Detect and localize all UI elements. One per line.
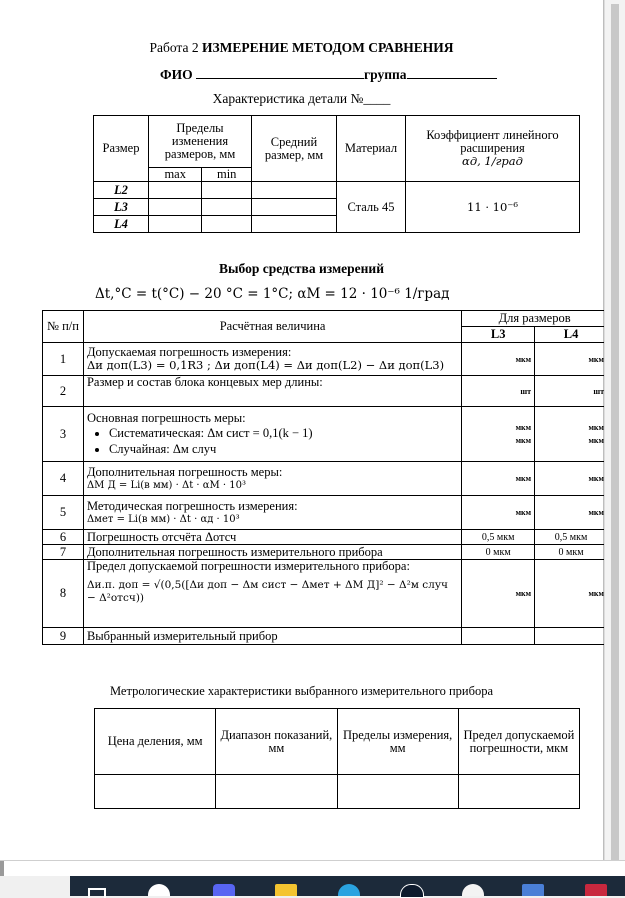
calc-table — [42, 310, 608, 645]
table-row: 1 Допускаемая погрешность измерения: Δи доп(L3) = 0,1R3 ; Δи доп(L4) = Δи доп(L2) − Δи доп(L3) мкм мкм — [43, 343, 608, 376]
header-size: Размер — [94, 116, 149, 182]
header-num: № п/п — [43, 311, 84, 343]
bullet-systematic: • Систематическая: Δм сист = 0,1(k − 1) — [109, 425, 458, 441]
header-coef: Коэффициент линейного расширения αд, 1/град — [405, 116, 579, 182]
max-cell[interactable] — [149, 199, 202, 216]
word-icon[interactable] — [522, 884, 544, 896]
header-range: Диапазон показаний, мм — [216, 709, 337, 775]
detail-heading: Характеристика детали №____ — [212, 91, 391, 106]
header-value: Расчётная величина — [83, 311, 461, 343]
telegram-icon[interactable] — [338, 884, 360, 896]
fio-blank[interactable] — [196, 66, 364, 79]
winrar-icon[interactable] — [585, 884, 607, 896]
size-label: L2 — [94, 182, 149, 199]
l3-unit[interactable]: мкм — [462, 343, 535, 376]
header-max: max — [149, 168, 202, 182]
task-view-icon[interactable] — [88, 888, 106, 898]
max-cell[interactable] — [149, 182, 202, 199]
size-label: L4 — [94, 216, 149, 233]
discord-icon[interactable] — [213, 884, 235, 896]
header-limits: Пределы изменения размеров, мм — [149, 116, 252, 168]
max-cell[interactable] — [149, 216, 202, 233]
table-row: 8 Предел допускаемой погрешности измерительного прибора: Δи.п. доп = √(0,5([Δи доп − Δм сист − Δмет + ΔМ Д]² − Δ²м случ − Δ²отсч)) мкм мкм — [43, 560, 608, 628]
document-title: Работа 2 ИЗМЕРЕНИЕ МЕТОДОМ СРАВНЕНИЯ — [149, 40, 454, 55]
material-value: Сталь 45 — [336, 182, 405, 233]
header-avg: Средний размер, мм — [251, 116, 336, 182]
selection-heading: Выбор средства измерений — [219, 261, 384, 276]
horizontal-scrollbar[interactable] — [0, 860, 625, 877]
min-cell[interactable] — [202, 216, 252, 233]
min-cell[interactable] — [202, 182, 252, 199]
header-min: min — [202, 168, 252, 182]
header-limits: Пределы измерения, мм — [337, 709, 458, 775]
vertical-scrollbar[interactable] — [604, 0, 625, 876]
min-cell[interactable] — [202, 199, 252, 216]
table-row: 7 Дополнительная погрешность измерительного прибора 0 мкм 0 мкм — [43, 545, 608, 560]
metro-heading: Метрологические характеристики выбранного измерительного прибора — [109, 684, 493, 698]
group-label: группа — [363, 67, 407, 82]
avg-cell[interactable] — [251, 216, 336, 233]
yandex-browser-icon[interactable] — [148, 884, 170, 896]
bullet-random: • Случайная: Δм случ — [109, 441, 458, 457]
scrollbar-thumb[interactable] — [611, 4, 619, 864]
coef-value: 11 · 10⁻⁶ — [405, 182, 579, 233]
file-explorer-icon[interactable] — [275, 884, 297, 896]
detail-table — [93, 115, 580, 233]
header-division: Цена деления, мм — [95, 709, 216, 775]
table-row: 4 Дополнительная погрешность меры: ΔМ Д = Li(в мм) · Δt · αM · 10³ мкм мкм — [43, 462, 608, 496]
desktop-strip — [0, 876, 70, 896]
table-row: 3 Основная погрешность меры: • Систематическая: Δм сист = 0,1(k − 1) • Случайная: Δм случ мкм мкм мкм мкм — [43, 407, 608, 462]
selection-formula: Δt,°C = t(°C) − 20 °C = 1°C; αM = 12 · 10⁻⁶ 1/град — [95, 286, 450, 302]
fio-label: ФИО — [160, 67, 193, 82]
l4-unit[interactable]: мкм — [535, 343, 608, 376]
l3-unit[interactable]: шт — [462, 376, 535, 407]
table-row: 6 Погрешность отсчёта Δотсч 0,5 мкм 0,5 мкм — [43, 530, 608, 545]
table-row: 2 Размер и состав блока концевых мер длины: шт шт — [43, 376, 608, 407]
ruler-app-icon[interactable] — [462, 884, 484, 896]
group-blank[interactable] — [407, 66, 497, 79]
header-l3: L3 — [462, 327, 535, 343]
header-l4: L4 — [535, 327, 608, 343]
avg-cell[interactable] — [251, 199, 336, 216]
header-material: Материал — [336, 116, 405, 182]
scrollbar-grip[interactable] — [0, 861, 4, 877]
header-for-sizes: Для размеров — [462, 311, 608, 327]
table-row: 5 Методическая погрешность измерения: Δмет = Li(в мм) · Δt · αд · 10³ мкм мкм — [43, 496, 608, 530]
metro-table — [94, 708, 580, 809]
l4-unit[interactable]: шт — [535, 376, 608, 407]
fio-group-line — [160, 66, 497, 83]
avg-cell[interactable] — [251, 182, 336, 199]
header-error: Предел допускаемой погрешности, мкм — [458, 709, 579, 775]
taskbar — [70, 876, 625, 896]
size-label: L3 — [94, 199, 149, 216]
table-row: 9 Выбранный измерительный прибор — [43, 628, 608, 645]
